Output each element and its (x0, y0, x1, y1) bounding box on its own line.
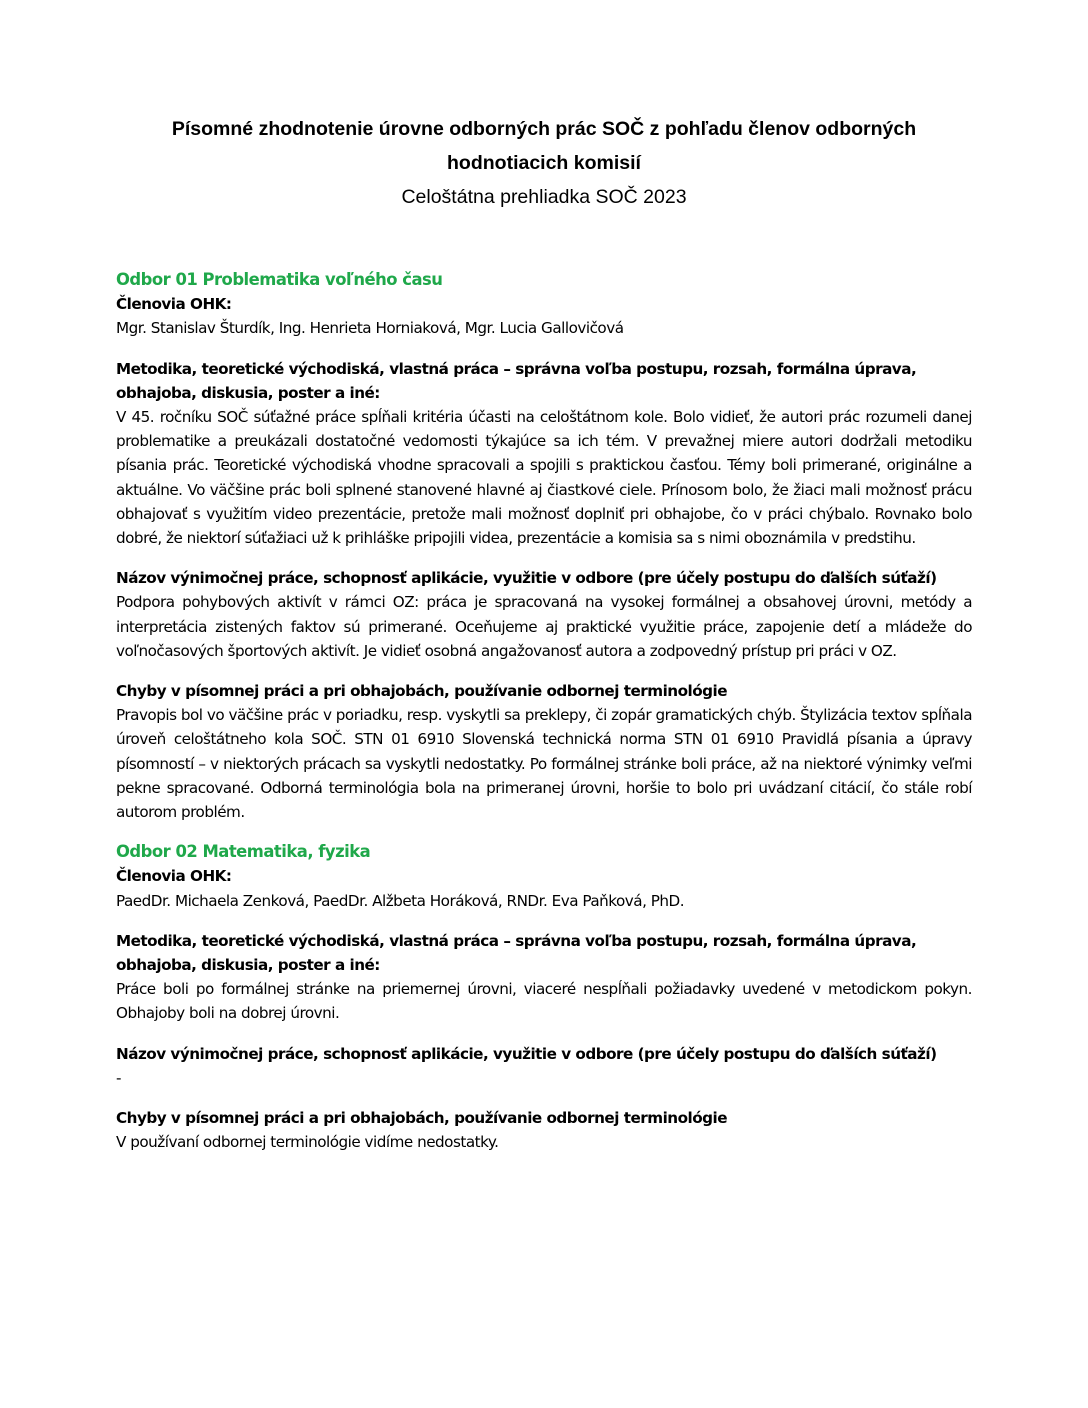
methodology-label: Metodika, teoretické východiská, vlastná práca – správna voľba postupu, rozsah, formálna úprava, obhajoba, diskusia, poster a iné: (116, 359, 917, 402)
exceptional-work-block (116, 566, 972, 663)
members-list: Mgr. Stanislav Šturdík, Ing. Henrieta Horniaková, Mgr. Lucia Gallovičová (116, 319, 624, 338)
methodology-block (116, 929, 972, 1026)
exceptional-work-text: Podpora pohybových aktivít v rámci OZ: práca je spracovaná na vysokej formálnej a obsahovej úrovni, metódy a interpretácia zistených faktov sú primerané. Oceňujeme aj praktické využitie práce, zapojenie detí a mládeže do voľnočasových športových aktivít. Je vidieť osobná angažovanosť autora a zodpovedný prístup pri práci v OZ. (116, 593, 972, 660)
document-title-line2: hodnotiacich komisií (447, 152, 641, 174)
errors-label: Chyby v písomnej práci a pri obhajobách, používanie odbornej terminológie (116, 1109, 728, 1128)
exceptional-work-label: Názov výnimočnej práce, schopnosť aplikácie, využitie v odbore (pre účely postupu do ďalších súťaží) (116, 569, 937, 588)
errors-label: Chyby v písomnej práci a pri obhajobách, používanie odbornej terminológie (116, 682, 728, 701)
document-subtitle: Celoštátna prehliadka SOČ 2023 (401, 186, 687, 208)
document-title-line1: Písomné zhodnotenie úrovne odborných prác SOČ z pohľadu členov odborných (171, 118, 917, 140)
methodology-label: Metodika, teoretické východiská, vlastná práca – správna voľba postupu, rozsah, formálna úprava, obhajoba, diskusia, poster a iné: (116, 931, 917, 975)
members-list: PaedDr. Michaela Zenková, PaedDr. Alžbeta Horáková, RNDr. Eva Paňková, PhD. (116, 891, 685, 910)
section-heading: Odbor 01 Problematika voľného času (116, 270, 443, 289)
exceptional-work-text: - (116, 1068, 121, 1087)
members-block (116, 292, 972, 340)
section-odbor-01 (116, 268, 972, 824)
section-odbor-02 (116, 840, 972, 1154)
errors-text: V používaní odbornej terminológie vidíme nedostatky. (116, 1133, 499, 1152)
methodology-block (116, 357, 972, 551)
document-body (116, 268, 972, 1171)
members-label: Členovia OHK: (116, 867, 232, 886)
section-heading: Odbor 02 Matematika, fyzika (116, 842, 371, 862)
members-block (116, 864, 972, 912)
exceptional-work-label: Názov výnimočnej práce, schopnosť aplikácie, využitie v odbore (pre účely postupu do ďalších súťaží) (116, 1044, 937, 1063)
methodology-text: Práce boli po formálnej stránke na priemernej úrovni, viaceré nespĺňali požiadavky uvedené v metodickom pokyn. Obhajoby boli na dobrej úrovni. (116, 980, 972, 1023)
errors-block (116, 1106, 972, 1154)
title-block (0, 112, 1088, 214)
errors-block (116, 679, 972, 824)
methodology-text: V 45. ročníku SOČ súťažné práce spĺňali kritéria účasti na celoštátnom kole. Bolo vidieť, že autori prác rozumeli danej problematike a preukázali dostatočné vedomosti týkajúce sa ich tém. V prevažnej miere autori dodržali metodiku písania prác. Teoretické východiská vhodne spracovali a spojili s praktickou časťou. Témy boli primerané, originálne a aktuálne. Vo väčšine prác boli splnené stanovené hlavné aj čiastkové ciele. Prínosom bolo, že žiaci mali možnosť prácu obhajovať s využitím video prezentácie, pretože mali možnosť doplniť pri obhajobe, čo v práci chýbalo. Rovnako bolo dobré, že niektorí súťažiaci už k prihláške pripojili videa, prezentácie a komisia sa s nimi oboznámila v predstihu. (116, 408, 972, 548)
exceptional-work-block (116, 1042, 972, 1090)
errors-text: Pravopis bol vo väčšine prác v poriadku, resp. vyskytli sa preklepy, či zopár gramatických chýb. Štylizácia textov spĺňala úroveň celoštátneho kola SOČ. STN 01 6910 Slovenská technická norma STN 01 6910 Pravidlá písania a úpravy písomností – v niektorých prácach sa vyskytli nedostatky. Po formálnej stránke boli práce, až na niektoré výnimky veľmi pekne spracované. Odborná terminológia bola na primeranej úrovni, horšie to bolo pri uvádzaní citácií, čo stále robí autorom problém. (116, 706, 972, 822)
members-label: Členovia OHK: (116, 295, 232, 314)
